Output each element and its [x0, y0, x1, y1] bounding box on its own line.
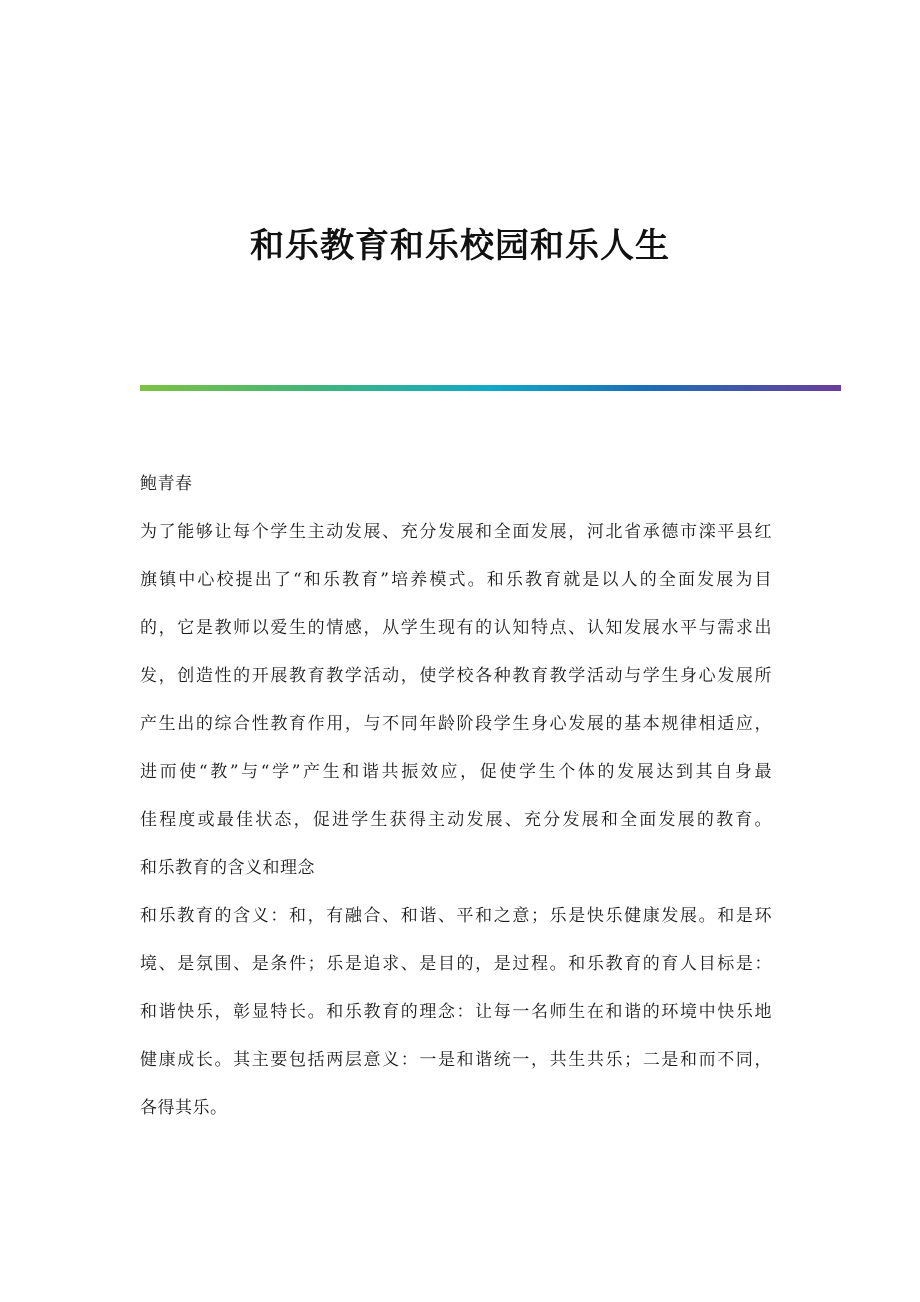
paragraph-line: 和谐快乐，彰显特长。和乐教育的理念：让每一名师生在和谐的环境中快乐地 — [140, 1002, 772, 1022]
paragraph-line: 和乐教育的含义：和，有融合、和谐、平和之意；乐是快乐健康发展。和是环 — [140, 906, 772, 926]
paragraph-line: 健康成长。其主要包括两层意义：一是和谐统一，共生共乐；二是和而不同， — [140, 1050, 772, 1070]
document-body — [140, 470, 772, 1120]
paragraph-line: 发，创造性的开展教育教学活动，使学校各种教育教学活动与学生身心发展所 — [140, 666, 772, 686]
meaning-paragraph — [140, 904, 772, 1120]
paragraph-line: 进而使“教”与“学”产生和谐共振效应，促使学生个体的发展达到其自身最 — [140, 762, 772, 782]
title-divider — [140, 385, 841, 391]
paragraph-line: 境、是氛围、是条件；乐是追求、是目的，是过程。和乐教育的育人目标是： — [140, 954, 772, 974]
paragraph-line: 各得其乐。 — [140, 1098, 228, 1118]
section-heading: 和乐教育的含义和理念 — [140, 858, 315, 878]
paragraph-line: 为了能够让每个学生主动发展、充分发展和全面发展，河北省承德市滦平县红 — [140, 522, 772, 542]
paragraph-line: 产生出的综合性教育作用，与不同年龄阶段学生身心发展的基本规律相适应， — [140, 714, 772, 734]
page-title: 和乐教育和乐校园和乐人生 — [250, 226, 670, 266]
paragraph-line: 旗镇中心校提出了“和乐教育”培养模式。和乐教育就是以人的全面发展为目 — [140, 570, 772, 590]
author-name: 鲍青春 — [140, 474, 193, 494]
paragraph-line: 佳程度或最佳状态，促进学生获得主动发展、充分发展和全面发展的教育。 — [140, 810, 772, 830]
intro-paragraph — [140, 520, 772, 832]
paragraph-line: 的，它是教师以爱生的情感，从学生现有的认知特点、认知发展水平与需求出 — [140, 618, 772, 638]
